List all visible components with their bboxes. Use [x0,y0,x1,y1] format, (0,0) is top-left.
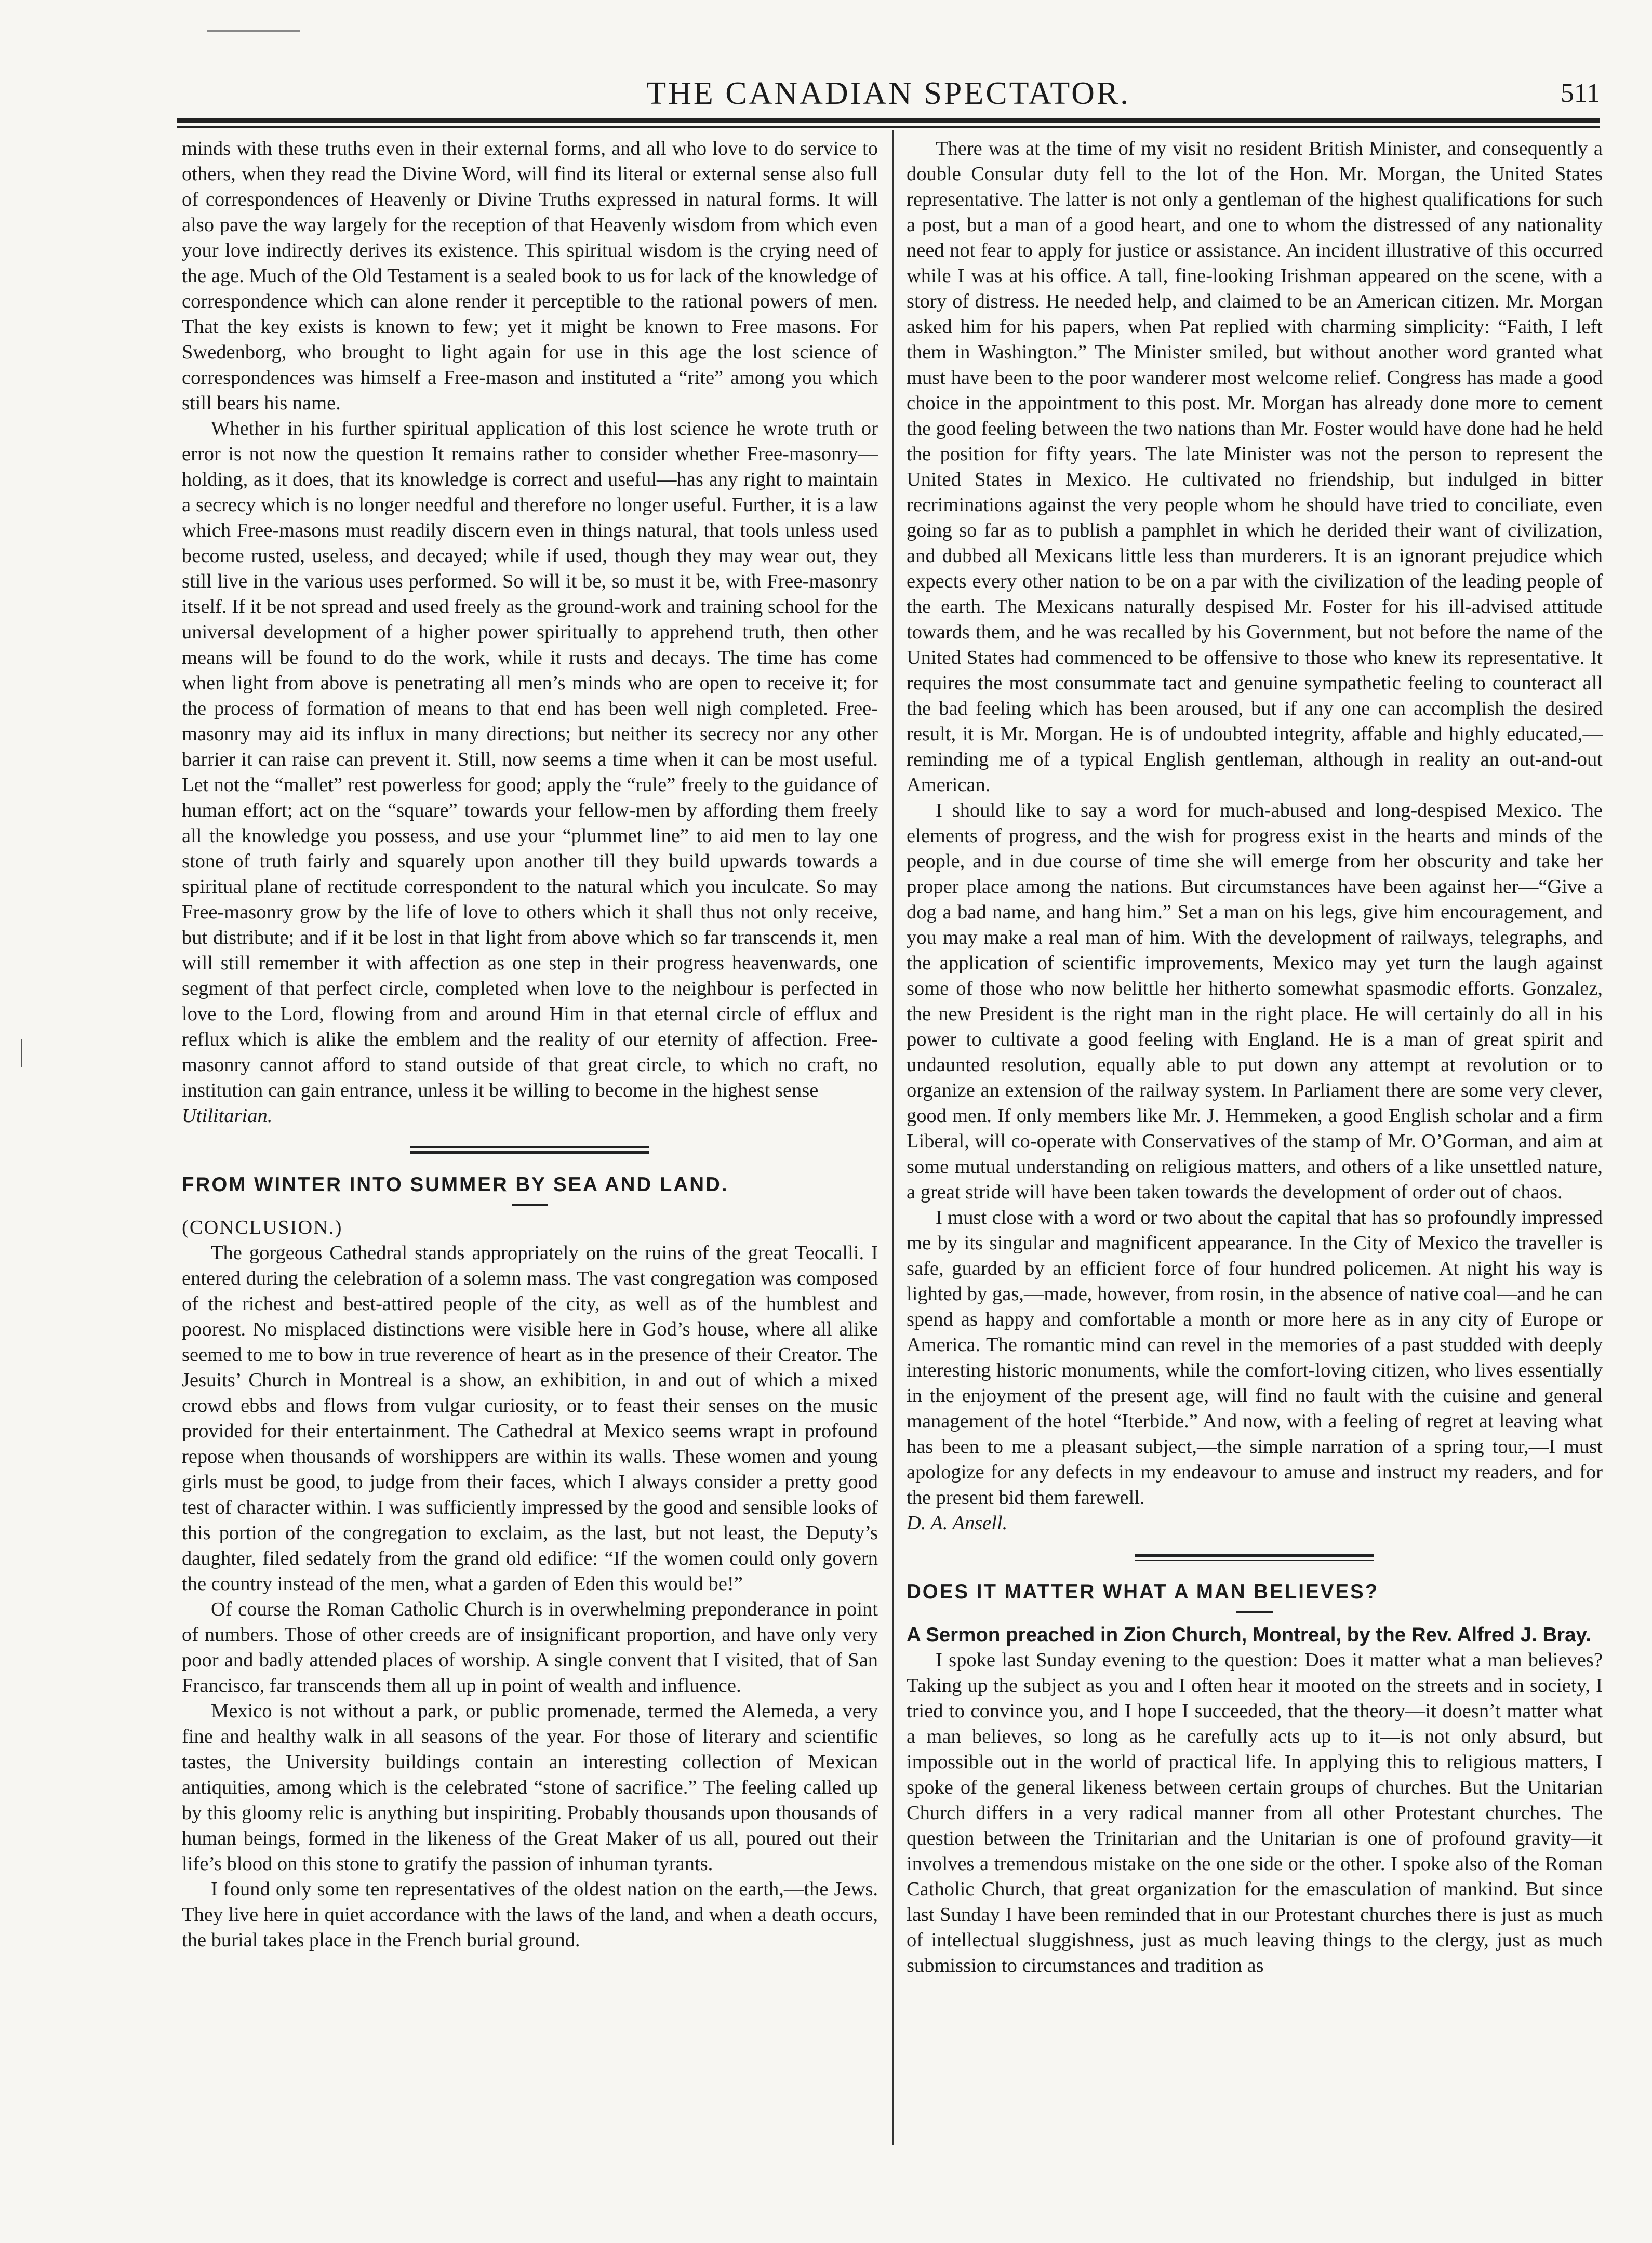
section-title: DOES IT MATTER WHAT A MAN BELIEVES? [907,1581,1379,1603]
right-column [907,136,1603,1979]
article-paragraph: minds with these truths even in their external forms, and all who love to do service to others, when they read the Divine Word, will find its literal or external sense also full of correspondences of Heavenly or Divine Truths expressed in natural forms. It will also pave the way largely for the reception of that Heavenly wisdom from which even your love indirectly derives its existence. This spiritual wisdom is the crying need of the age. Much of the Old Testament is a sealed book to us for lack of the knowledge of correspondence which can alone render it perceptible to the rational powers of men. That the key exists is known to few; yet it might be known to Free masons. For Swedenborg, who brought to light again for use in this age the lost science of correspondences was himself a Free-mason and instituted a “rite” among you which still bears his name. [182,138,878,414]
section-subtitle: A Sermon preached in Zion Church, Montreal, by the Rev. Alfred J. Bray. [907,1624,1591,1646]
masthead-title: THE CANADIAN SPECTATOR. [646,76,1130,111]
article-paragraph: I found only some ten representatives of the oldest nation on the earth,—the Jews. They live here in quiet accordance with the laws of the land, and when a death occurs, the burial takes place in the French burial ground. [182,1878,878,1951]
article-paragraph: The gorgeous Cathedral stands appropriately on the ruins of the great Teocalli. I entered during the celebration of a solemn mass. The vast congregation was composed of the richest and best-attired people of the city, as well as of the humblest and poorest. No misplaced distinctions were visible here in God’s house, where all alike seemed to me to bow in true reverence of heart as in the presence of their Creator. The Jesuits’ Church in Montreal is a show, an exhibition, in and out of which a mixed crowd ebbs and flows from vulgar curiosity, or to feast their senses on the music provided for their entertainment. The Cathedral at Mexico seems wrapt in profound repose when thousands of worshippers are within its walls. These women and young girls must be good, to judge from their faces, which I always consider a pretty good test of character within. I was sufficiently impressed by the good and sensible looks of this portion of the congregation to exclaim, as the last, but not least, the Deputy’s daughter, filed sedately from the grand old edifice: “If the women could only govern the country instead of the men, what a garden of Eden this would be!” [182,1242,878,1595]
header-rule-thin [177,126,1600,128]
header-rule-thick [177,118,1600,123]
column-divider [892,130,894,2145]
article-signature: D. A. Ansell. [907,1512,1008,1534]
article-paragraph: There was at the time of my visit no resident British Minister, and consequently a double Consular duty fell to the lot of the Hon. Mr. Morgan, the United States representative. The latter is not only a gentleman of the highest qualifications for such a post, but a man of a good heart, and one to whom the distressed of any nationality need not fear to apply for justice or assistance. An incident illustrative of this occurred while I was at his office. A tall, fine-looking Irishman appeared on the scene, with a story of distress. He needed help, and claimed to be an American citizen. Mr. Morgan asked him for his papers, when Pat replied with charming simplicity: “Faith, I left them in Washington.” The Minister smiled, but without another word granted what must have been to the poor wanderer most welcome relief. Congress has made a good choice in the appointment to this post. Mr. Morgan has already done more to cement the good feeling between the two nations than Mr. Foster would have done had he held the position for fifty years. The late Minister was not the person to represent the United States in Mexico. He cultivated no friendship, but indulged in bitter recriminations against the very people whom he should have tried to conciliate, even going so far as to publish a pamphlet in which he derided their want of civilization, and dubbed all Mexicans little less than murderers. It is an ignorant prejudice which expects every other nation to be on a par with the civilization of the leading people of the earth. The Mexicans naturally despised Mr. Foster for his ill-advised attitude towards them, and he was recalled by his Government, but not before the name of the United States had commenced to be offensive to those who knew its representative. It requires the most consummate tact and genuine sympathetic feeling to counteract all the bad feeling which has been aroused, but if any one can accomplish the desired result, it is Mr. Morgan. He is of undoubted integrity, affable and highly educated,—reminding me of a typical English gentleman, although in reality an out-and-out American. [907,138,1603,796]
section-title: FROM WINTER INTO SUMMER BY SEA AND LAND. [182,1173,729,1196]
left-column [182,136,878,1953]
section-separator [410,1146,649,1154]
article-paragraph: I spoke last Sunday evening to the question: Does it matter what a man believes? Taking up the subject as you and I often hear it mooted on the streets and in society, I tried to convince you, and I hope I succeeded, that the theory—it doesn’t matter what a man believes, so long as he carefully acts up to it—is not only absurd, but impossible out in the world of practical life. In applying this to religious matters, I spoke of the general likeness between certain groups of churches. But the Unitarian Church differs in a very radical manner from all other Protestant churches. The question between the Trinitarian and the Unitarian is one of profound gravity—it involves a tremendous mistake on the one side or the other. I spoke also of the Roman Catholic Church, that great organization for the emasculation of mankind. But since last Sunday I have been reminded that in our Protestant churches there is just as much of intellectual sluggishness, just as much leaving things to the clergy, just as much submission to circumstances and tradition as [907,1649,1603,1977]
article-paragraph: I should like to say a word for much-abused and long-despised Mexico. The elements of progress, and the wish for progress exist in the hearts and minds of the people, and in due course of time she will emerge from her obscurity and take her proper place among the nations. But circumstances have been against her—“Give a dog a bad name, and hang him.” Set a man on his legs, give him encouragement, and you may make a real man of him. With the development of railways, telegraphs, and the application of scientific improvements, Mexico may yet turn the laugh against some of those who now belittle her hitherto somewhat spasmodic efforts. Gonzalez, the new President is the right man in the right place. He will certainly do all in his power to cultivate a good feeling with England. He is a man of great spirit and undaunted resolution, equally able to put down any attempt at revolution or to organize an extension of the railway system. In Parliament there are some very clever, good men. If only members like Mr. J. Hemmeken, a good English scholar and a firm Liberal, will co-operate with Conservatives of the stamp of Mr. O’Gorman, and aim at some mutual understanding on religious matters, and others of a like unsettled nature, a great stride will have been taken towards the development of order out of chaos. [907,799,1603,1203]
section-subtitle: (CONCLUSION.) [182,1217,343,1238]
stray-pencil-mark [207,30,300,32]
section-separator [1135,1554,1374,1561]
article-signature: Utilitarian. [182,1105,273,1127]
article-paragraph: Whether in his further spiritual application of this lost science he wrote truth or error is not now the question It remains rather to consider whether Free-masonry—holding, as it does, that its knowledge is correct and useful—has any right to maintain a secrecy which is no longer needful and therefore no longer useful. Further, it is a law which Free-masons must readily discern even in things natural, that tools unless used become rusted, useless, and decayed; while if used, though they may wear out, they still live in the various uses performed. So will it be, so must it be, with Free-masonry itself. If it be not spread and used freely as the ground-work and training school for the universal development of a higher power spiritually to apprehend truth, then other means will be found to do the work, while it rusts and decays. The time has come when light from above is penetrating all men’s minds who are open to receive it; for the process of formation of means to that end has been well nigh completed. Free-masonry may aid its influx in many directions; but neither its secrecy nor any other barrier it can raise can prevent it. Still, now seems a time when it can be most useful. Let not the “mallet” rest powerless for good; apply the “rule” freely to the guidance of human effort; act on the “square” towards your fellow-men by affording them freely all the knowledge you possess, and use your “plummet line” to aid men to lay one stone of truth fairly and squarely upon another till they build upwards towards a spiritual plane of rectitude correspondent to the natural which you inculcate. So may Free-masonry grow by the life of love to others which it shall thus not only receive, but distribute; and if it be lost in that light from above which so far transcends it, men will still remember it with affection as one step in their progress heavenwards, one segment of that perfect circle, completed when love to the neighbour is perfected in love to the Lord, flowing from and around Him in that eternal circle of efflux and reflux which is alike the emblem and the reality of our eternity of affection. Free-masonry cannot afford to stand outside of that great circle, to which no craft, no institution can gain entrance, unless it be willing to become in the highest sense [182,418,878,1101]
article-paragraph: I must close with a word or two about the capital that has so profoundly impressed me by its singular and magnificent appearance. In the City of Mexico the traveller is safe, guarded by an efficient force of four hundred policemen. At night his way is lighted by gas,—made, however, from rosin, in the absence of native coal—and he can spend as happy and comfortable a month or more here as in any city of Europe or America. The romantic mind can revel in the memories of a past studded with deeply interesting historic monuments, while the comfort-loving citizen, who lives essentially in the enjoyment of the present age, will find no fault with the cuisine and general management of the hotel “Iterbide.” And now, with a feeling of regret at leaving what has been to me a pleasant subject,—the simple narration of a spring tour,—I must apologize for any defects in my endeavour to amuse and instruct my readers, and for the present bid them farewell. [907,1207,1603,1508]
article-paragraph: Of course the Roman Catholic Church is in overwhelming preponderance in point of numbers. Those of other creeds are of insignificant proportion, and have only very poor and badly attended places of worship. A single convent that I visited, that of San Francisco, far transcends them all up in point of wealth and influence. [182,1598,878,1697]
page-header [177,73,1600,114]
article-paragraph: Mexico is not without a park, or public promenade, termed the Alemeda, a very fine and healthy walk in all seasons of the year. For those of literary and scientific tastes, the University buildings contain an interesting collection of Mexican antiquities, among which is the celebrated “stone of sacrifice.” The feeling called up by this gloomy relic is anything but inspiriting. Probably thousands upon thousands of human beings, formed in the likeness of the Great Maker of us all, poured out their life’s blood on this stone to gratify the passion of inhuman tyrants. [182,1700,878,1875]
title-rule [512,1204,548,1206]
page-number: 511 [1560,78,1600,108]
title-rule [1236,1611,1273,1613]
margin-mark [21,1039,28,1067]
